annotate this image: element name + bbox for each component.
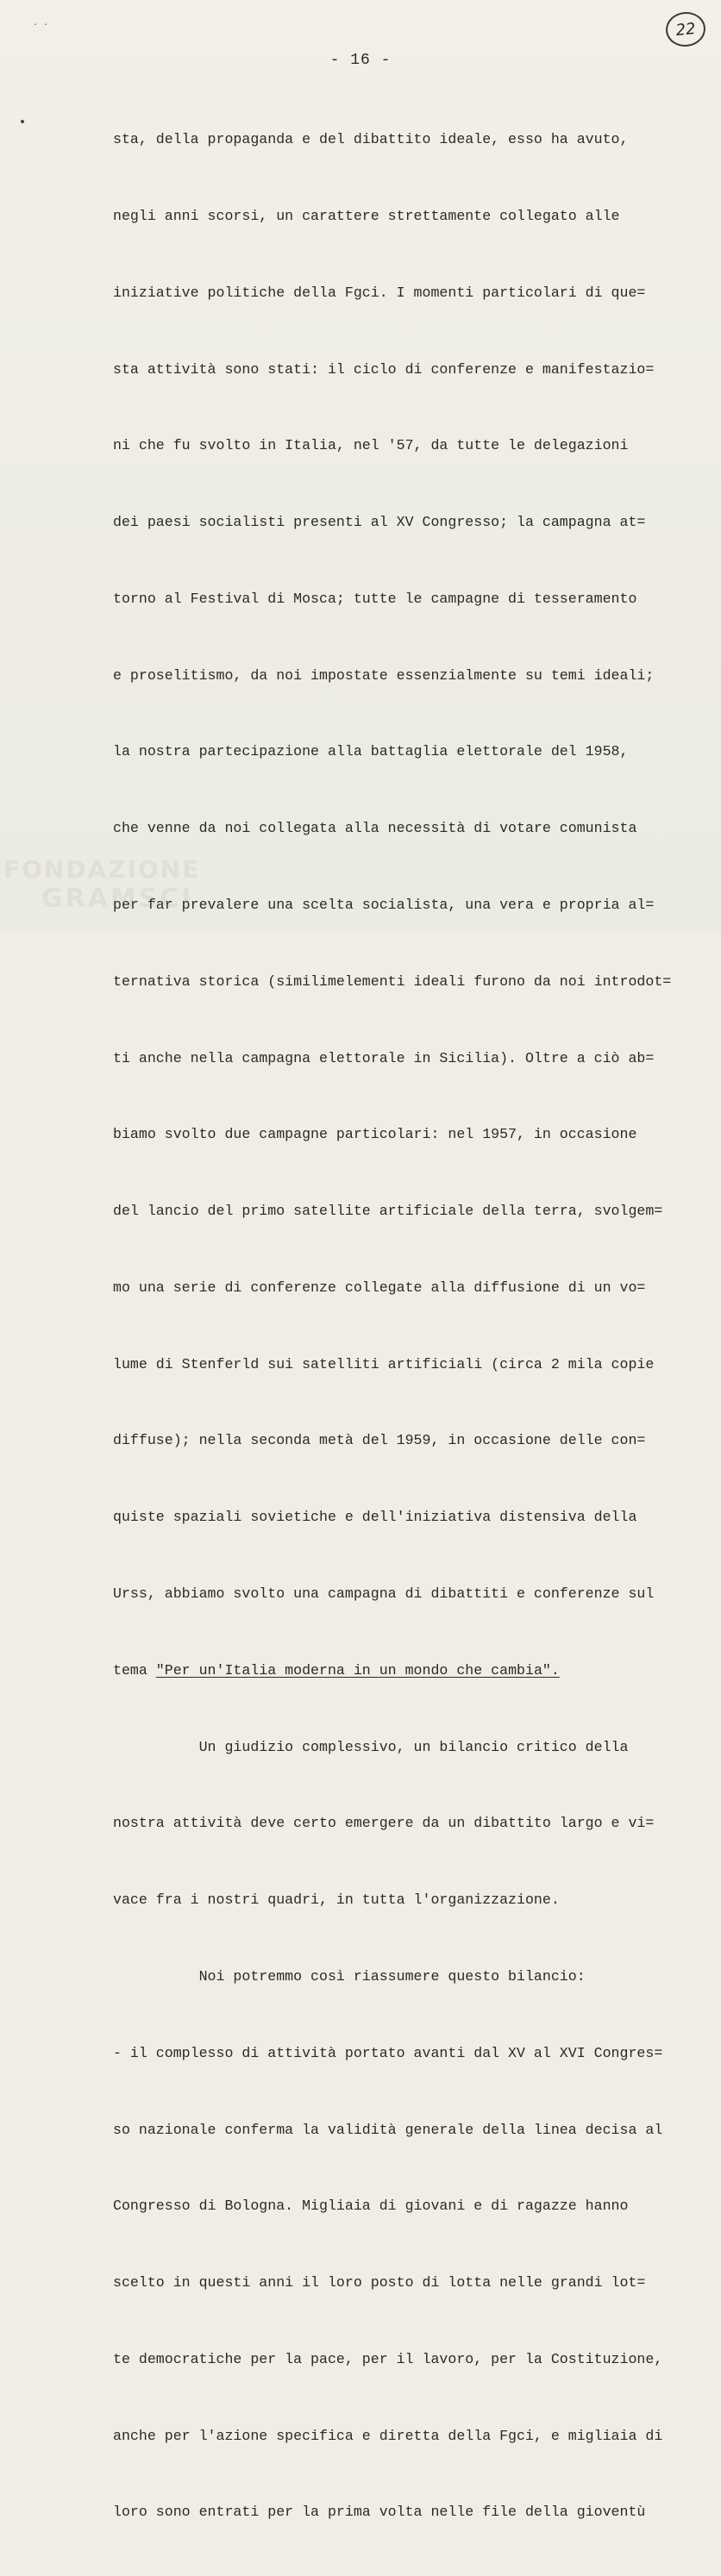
campaign-title: "Per un'Italia moderna in un mondo che cambia". [155, 1661, 560, 1679]
page-number: - 16 - [329, 52, 392, 69]
text-line: Un giudizio complessivo, un bilancio critico della [113, 1738, 629, 1755]
paper-specks: . . [33, 19, 49, 28]
watermark-line-2: GRAMSCI [41, 884, 194, 914]
text-line: biamo svolto due campagne particolari: nel 1957, in occasione [113, 1126, 637, 1143]
text-line: torno al Festival di Mosca; tutte le campagne di tesseramento [113, 590, 637, 607]
text-line: so nazionale conferma la validità generale della linea decisa al [113, 2121, 663, 2138]
text-line: Congresso di Bologna. Migliaia di giovani e di ragazze hanno [113, 2198, 629, 2215]
text-line: scelto in questi anni il loro posto di lotta nelle grandi lot= [113, 2274, 646, 2292]
text-line: vace fra i nostri quadri, in tutta l'organizzazione. [113, 1891, 560, 1909]
text-line: e proselitismo, da noi impostate essenzialmente su temi ideali; [113, 666, 655, 684]
text-line: Noi potremmo così riassumere questo bilancio: [113, 1967, 586, 1985]
text-line: che venne da noi collegata alla necessità di votare comunista [113, 820, 637, 837]
text-line: dei paesi socialisti presenti al XV Congresso; la campagna at= [113, 514, 646, 531]
tema-line [113, 1658, 699, 1684]
text-line: lume di Stenferld sui satelliti artificiali (circa 2 mila copie [113, 1355, 655, 1372]
text-line: nostra attività deve certo emergere da un dibattito largo e vi= [113, 1815, 655, 1832]
text-line: Urss, abbiamo svolto una campagna di dibattiti e conferenze sul [113, 1585, 655, 1603]
text-line: ti anche nella campagna elettorale in Sicilia). Oltre a ciò ab= [113, 1049, 655, 1066]
ink-dot [21, 120, 24, 123]
fondazione-gramsci-watermark [3, 855, 200, 914]
text-line: per far prevalere una scelta socialista, una vera e propria al= [113, 897, 655, 913]
text-line: te democratiche per la pace, per il lavoro, per la Costituzione, [113, 2350, 663, 2367]
watermark-line-1: FONDAZIONE [3, 855, 201, 884]
text-line: loro sono entrati per la prima volta nelle file della gioventù [113, 2504, 646, 2521]
text-line: sta attività sono stati: il ciclo di conferenze e manifestazio= [113, 360, 655, 378]
text-line: sta, della propaganda e del dibattito ideale, esso ha avuto, [113, 131, 629, 148]
text-line: ternativa storica (similimelementi ideali furono da noi introdot= [113, 972, 672, 990]
text-line: iniziative politiche della Fgci. I momenti particolari di que= [113, 284, 646, 301]
tema-prefix: tema [113, 1661, 156, 1679]
text-line: ni che fu svolto in Italia, nel '57, da tutte le delegazioni [113, 437, 629, 454]
text-line: diffuse); nella seconda metà del 1959, in occasione delle con= [113, 1432, 646, 1449]
text-line: del lancio del primo satellite artificiale della terra, svolgem= [113, 1203, 663, 1220]
text-line: - il complesso di attività portato avanti dal XV al XVI Congres= [113, 2044, 663, 2061]
text-line: anche per l'azione specifica e diretta della Fgci, e migliaia di [113, 2427, 663, 2444]
archive-stamp: 22 [664, 10, 707, 49]
typewritten-text [113, 76, 699, 2576]
text-line: quiste spaziali sovietiche e dell'iniziativa distensiva della [113, 1509, 637, 1526]
text-line: la nostra partecipazione alla battaglia elettorale del 1958, [113, 743, 629, 760]
text-line: negli anni scorsi, un carattere strettamente collegato alle [113, 207, 620, 224]
text-line: mo una serie di conferenze collegate alla diffusione di un vo= [113, 1279, 646, 1296]
